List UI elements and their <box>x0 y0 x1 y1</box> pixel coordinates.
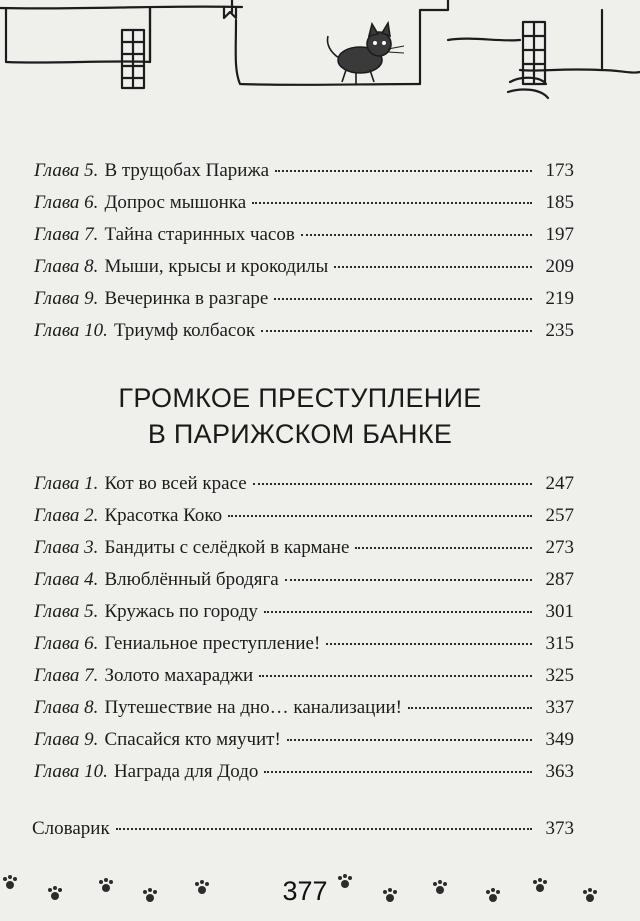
page-ref: 197 <box>545 224 574 245</box>
dot-leader <box>264 611 532 613</box>
chapter-title: Гениальное преступление! <box>104 633 321 654</box>
toc-entry <box>34 224 574 256</box>
dot-leader <box>301 234 532 236</box>
chapter-title: Триумф колбасок <box>113 320 256 341</box>
chapter-title: Кот во всей красе <box>104 473 247 494</box>
chapter-label: Глава 10. <box>34 761 108 782</box>
paw-print-icon <box>533 878 547 892</box>
chapter-label: Глава 7. <box>34 224 99 245</box>
chapter-title: Красотка Коко <box>104 505 223 526</box>
rooftops-cat-illustration <box>0 0 640 120</box>
chapter-title: Вечеринка в разгаре <box>104 288 269 309</box>
paw-print-icon <box>195 880 209 894</box>
paw-print-icon <box>143 888 157 902</box>
dot-leader <box>355 547 532 549</box>
page-ref: 349 <box>545 729 574 750</box>
toc-entry <box>34 288 574 320</box>
chapter-label: Глава 3. <box>34 537 99 558</box>
toc-entry <box>34 601 574 633</box>
paw-print-icon <box>48 886 62 900</box>
dot-leader <box>228 515 532 517</box>
toc-entry <box>34 473 574 505</box>
page-ref: 315 <box>545 633 574 654</box>
chapter-title: Допрос мышонка <box>104 192 247 213</box>
toc-entry <box>34 761 574 793</box>
toc-entry <box>34 505 574 537</box>
dot-leader <box>259 675 532 677</box>
dot-leader <box>285 579 532 581</box>
dot-leader <box>253 483 532 485</box>
paw-print-icon <box>99 878 113 892</box>
chapter-label: Глава 4. <box>34 569 99 590</box>
paw-print-icon <box>383 888 397 902</box>
toc-entry <box>34 697 574 729</box>
toc-entry <box>34 160 574 192</box>
toc-entry <box>32 818 574 850</box>
page-ref: 273 <box>545 537 574 558</box>
dot-leader <box>334 266 532 268</box>
dot-leader <box>408 707 532 709</box>
dot-leader <box>274 298 532 300</box>
paw-print-icon <box>486 888 500 902</box>
cat-icon <box>327 23 404 84</box>
chapter-title: Спасайся кто мяучит! <box>104 729 281 750</box>
chapter-title: Бандиты с селёдкой в кармане <box>104 537 350 558</box>
dot-leader <box>287 739 532 741</box>
chapter-title: Награда для Додо <box>113 761 259 782</box>
toc-entry <box>34 192 574 224</box>
toc-section-1 <box>34 160 574 352</box>
chapter-title: Путешествие на дно… канализации! <box>104 697 402 718</box>
paw-print-icon <box>583 888 597 902</box>
glossary-title: Словарик <box>32 818 110 839</box>
dot-leader <box>261 330 532 332</box>
chapter-title: Мыши, крысы и крокодилы <box>104 256 329 277</box>
chapter-title: Тайна старинных часов <box>104 224 295 245</box>
chapter-label: Глава 8. <box>34 697 99 718</box>
page-ref: 325 <box>545 665 574 686</box>
toc-entry <box>34 729 574 761</box>
dot-leader <box>264 771 532 773</box>
page-ref: 173 <box>545 160 574 181</box>
paw-print-icon <box>433 880 447 894</box>
toc-section-2 <box>34 473 574 793</box>
chapter-label: Глава 1. <box>34 473 99 494</box>
chapter-title: Кружась по городу <box>104 601 258 622</box>
page-ref: 247 <box>545 473 574 494</box>
chapter-label: Глава 10. <box>34 320 108 341</box>
toc-entry <box>34 633 574 665</box>
chapter-label: Глава 6. <box>34 633 99 654</box>
chapter-label: Глава 9. <box>34 729 99 750</box>
chapter-label: Глава 2. <box>34 505 99 526</box>
toc-glossary <box>32 818 574 850</box>
section-heading-line-2: В ПАРИЖСКОМ БАНКЕ <box>147 419 453 449</box>
page-number: 377 <box>282 876 328 906</box>
chapter-label: Глава 8. <box>34 256 99 277</box>
chapter-title: Золото махараджи <box>104 665 254 686</box>
dot-leader <box>275 170 532 172</box>
dot-leader <box>116 828 532 830</box>
page-ref: 257 <box>545 505 574 526</box>
chapter-label: Глава 5. <box>34 160 99 181</box>
page-ref: 219 <box>545 288 574 309</box>
section-heading-line-1: ГРОМКОЕ ПРЕСТУПЛЕНИЕ <box>118 383 482 413</box>
chapter-label: Глава 7. <box>34 665 99 686</box>
chapter-label: Глава 9. <box>34 288 99 309</box>
dot-leader <box>252 202 532 204</box>
page-ref: 363 <box>545 761 574 782</box>
page-ref: 287 <box>545 569 574 590</box>
page-ref: 235 <box>545 320 574 341</box>
chapter-label: Глава 5. <box>34 601 99 622</box>
toc-entry <box>34 320 574 352</box>
toc-entry <box>34 665 574 697</box>
page-ref: 301 <box>545 601 574 622</box>
dot-leader <box>326 643 532 645</box>
chapter-title: В трущобах Парижа <box>104 160 270 181</box>
section-heading <box>0 380 600 452</box>
page-ref: 373 <box>545 818 574 839</box>
toc-entry <box>34 537 574 569</box>
chapter-title: Влюблённый бродяга <box>104 569 279 590</box>
paw-print-icon <box>3 875 17 889</box>
toc-entry <box>34 256 574 288</box>
page-ref: 209 <box>545 256 574 277</box>
chapter-label: Глава 6. <box>34 192 99 213</box>
toc-entry <box>34 569 574 601</box>
page-ref: 185 <box>545 192 574 213</box>
page-ref: 337 <box>545 697 574 718</box>
